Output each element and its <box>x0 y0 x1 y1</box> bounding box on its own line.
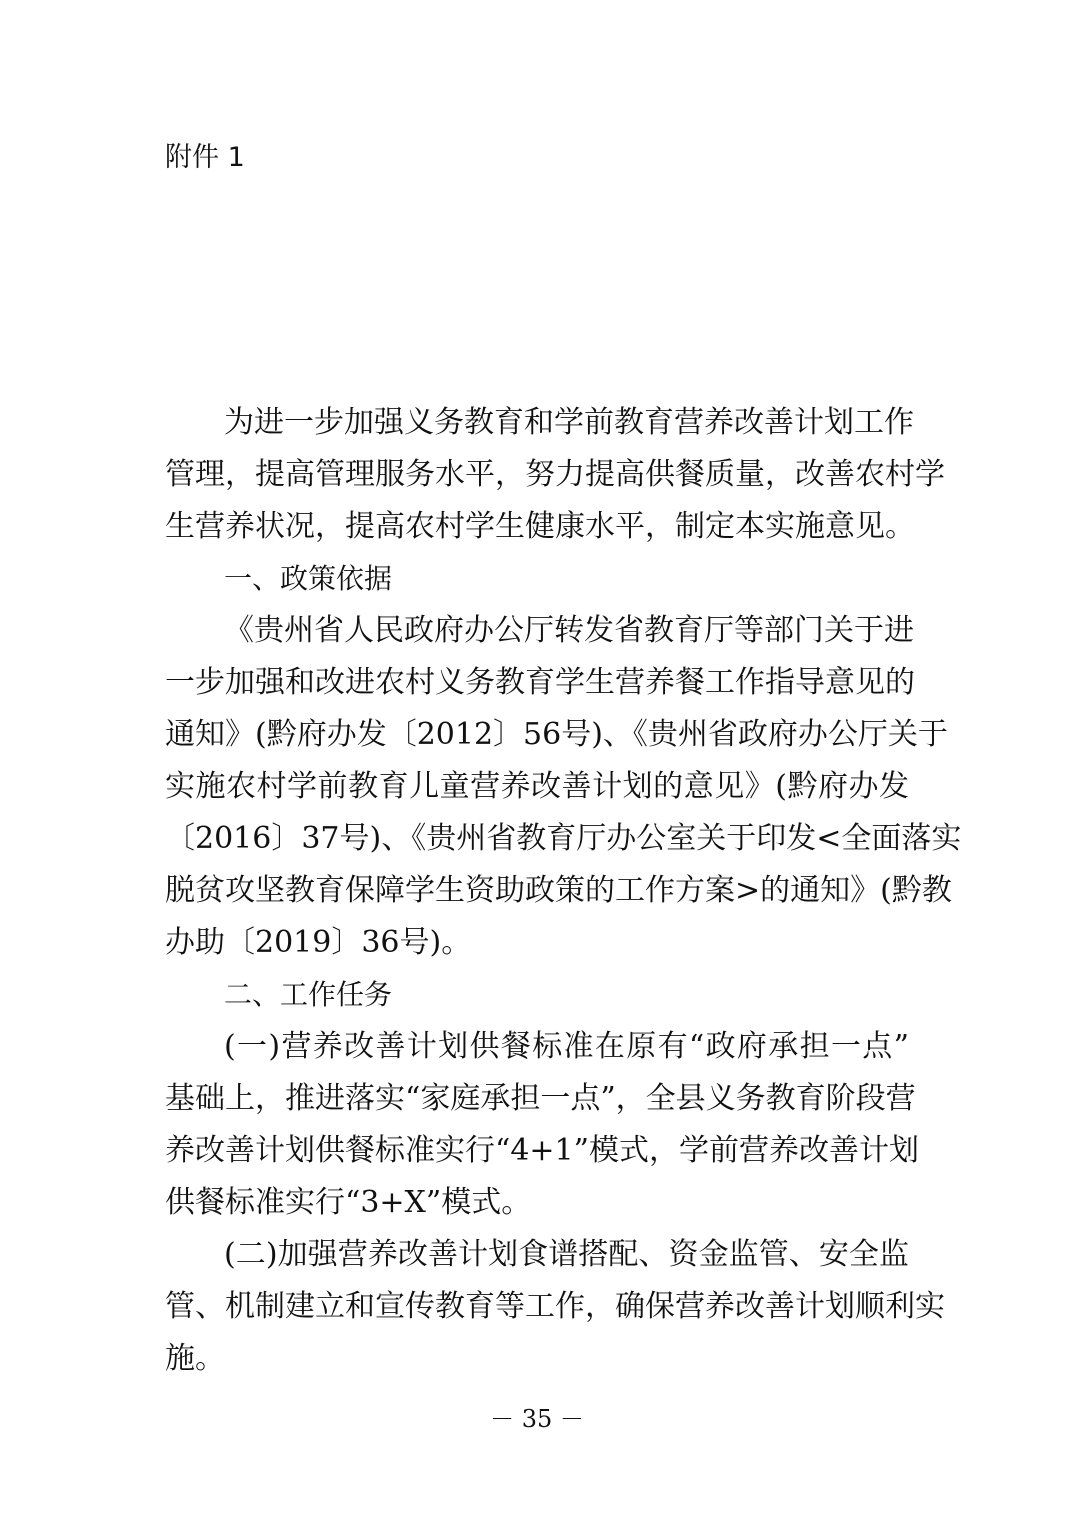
section-2-heading: 二、工作任务 <box>224 978 393 1011</box>
item-1-line-4: 供餐标准实行“3+X”模式。 <box>165 1185 532 1220</box>
item-1-line-3: 养改善计划供餐标准实行“4+1”模式，学前营养改善计划 <box>165 1133 919 1168</box>
intro-line-2: 管理，提高管理服务水平，努力提高供餐质量，改善农村学 <box>165 457 945 492</box>
item-2-line-3: 施。 <box>165 1341 225 1376</box>
item-1-line-1: (一)营养改善计划供餐标准在原有“政府承担一点” <box>224 1029 909 1064</box>
section-1-line-3: 通知》(黔府办发〔2012〕56号)、《贵州省政府办公厅关于 <box>165 717 948 752</box>
section-1-line-7: 办助〔2019〕36号)。 <box>165 925 472 960</box>
item-1-line-2: 基础上，推进落实“家庭承担一点”，全县义务教育阶段营 <box>165 1081 916 1116</box>
item-2-line-2: 管、机制建立和宣传教育等工作，确保营养改善计划顺利实 <box>165 1289 945 1324</box>
intro-line-3: 生营养状况，提高农村学生健康水平，制定本实施意见。 <box>165 509 915 544</box>
intro-line-1: 为进一步加强义务教育和学前教育营养改善计划工作 <box>224 405 914 440</box>
section-1-line-2: 一步加强和改进农村义务教育学生营养餐工作指导意见的 <box>165 665 915 700</box>
section-1-line-1: 《贵州省人民政府办公厅转发省教育厅等部门关于进 <box>224 613 914 648</box>
section-1-line-4: 实施农村学前教育儿童营养改善计划的意见》(黔府办发 <box>165 769 909 804</box>
attachment-label: 附件 1 <box>165 142 245 173</box>
section-1-heading: 一、政策依据 <box>224 562 393 595</box>
item-2-line-1: (二)加强营养改善计划食谱搭配、资金监管、安全监 <box>224 1237 909 1272</box>
section-1-line-5: 〔2016〕37号)、《贵州省教育厅办公室关于印发<全面落实 <box>165 821 962 856</box>
page-number: － 35 － <box>490 1405 584 1433</box>
section-1-line-6: 脱贫攻坚教育保障学生资助政策的工作方案>的通知》(黔教 <box>165 873 952 908</box>
